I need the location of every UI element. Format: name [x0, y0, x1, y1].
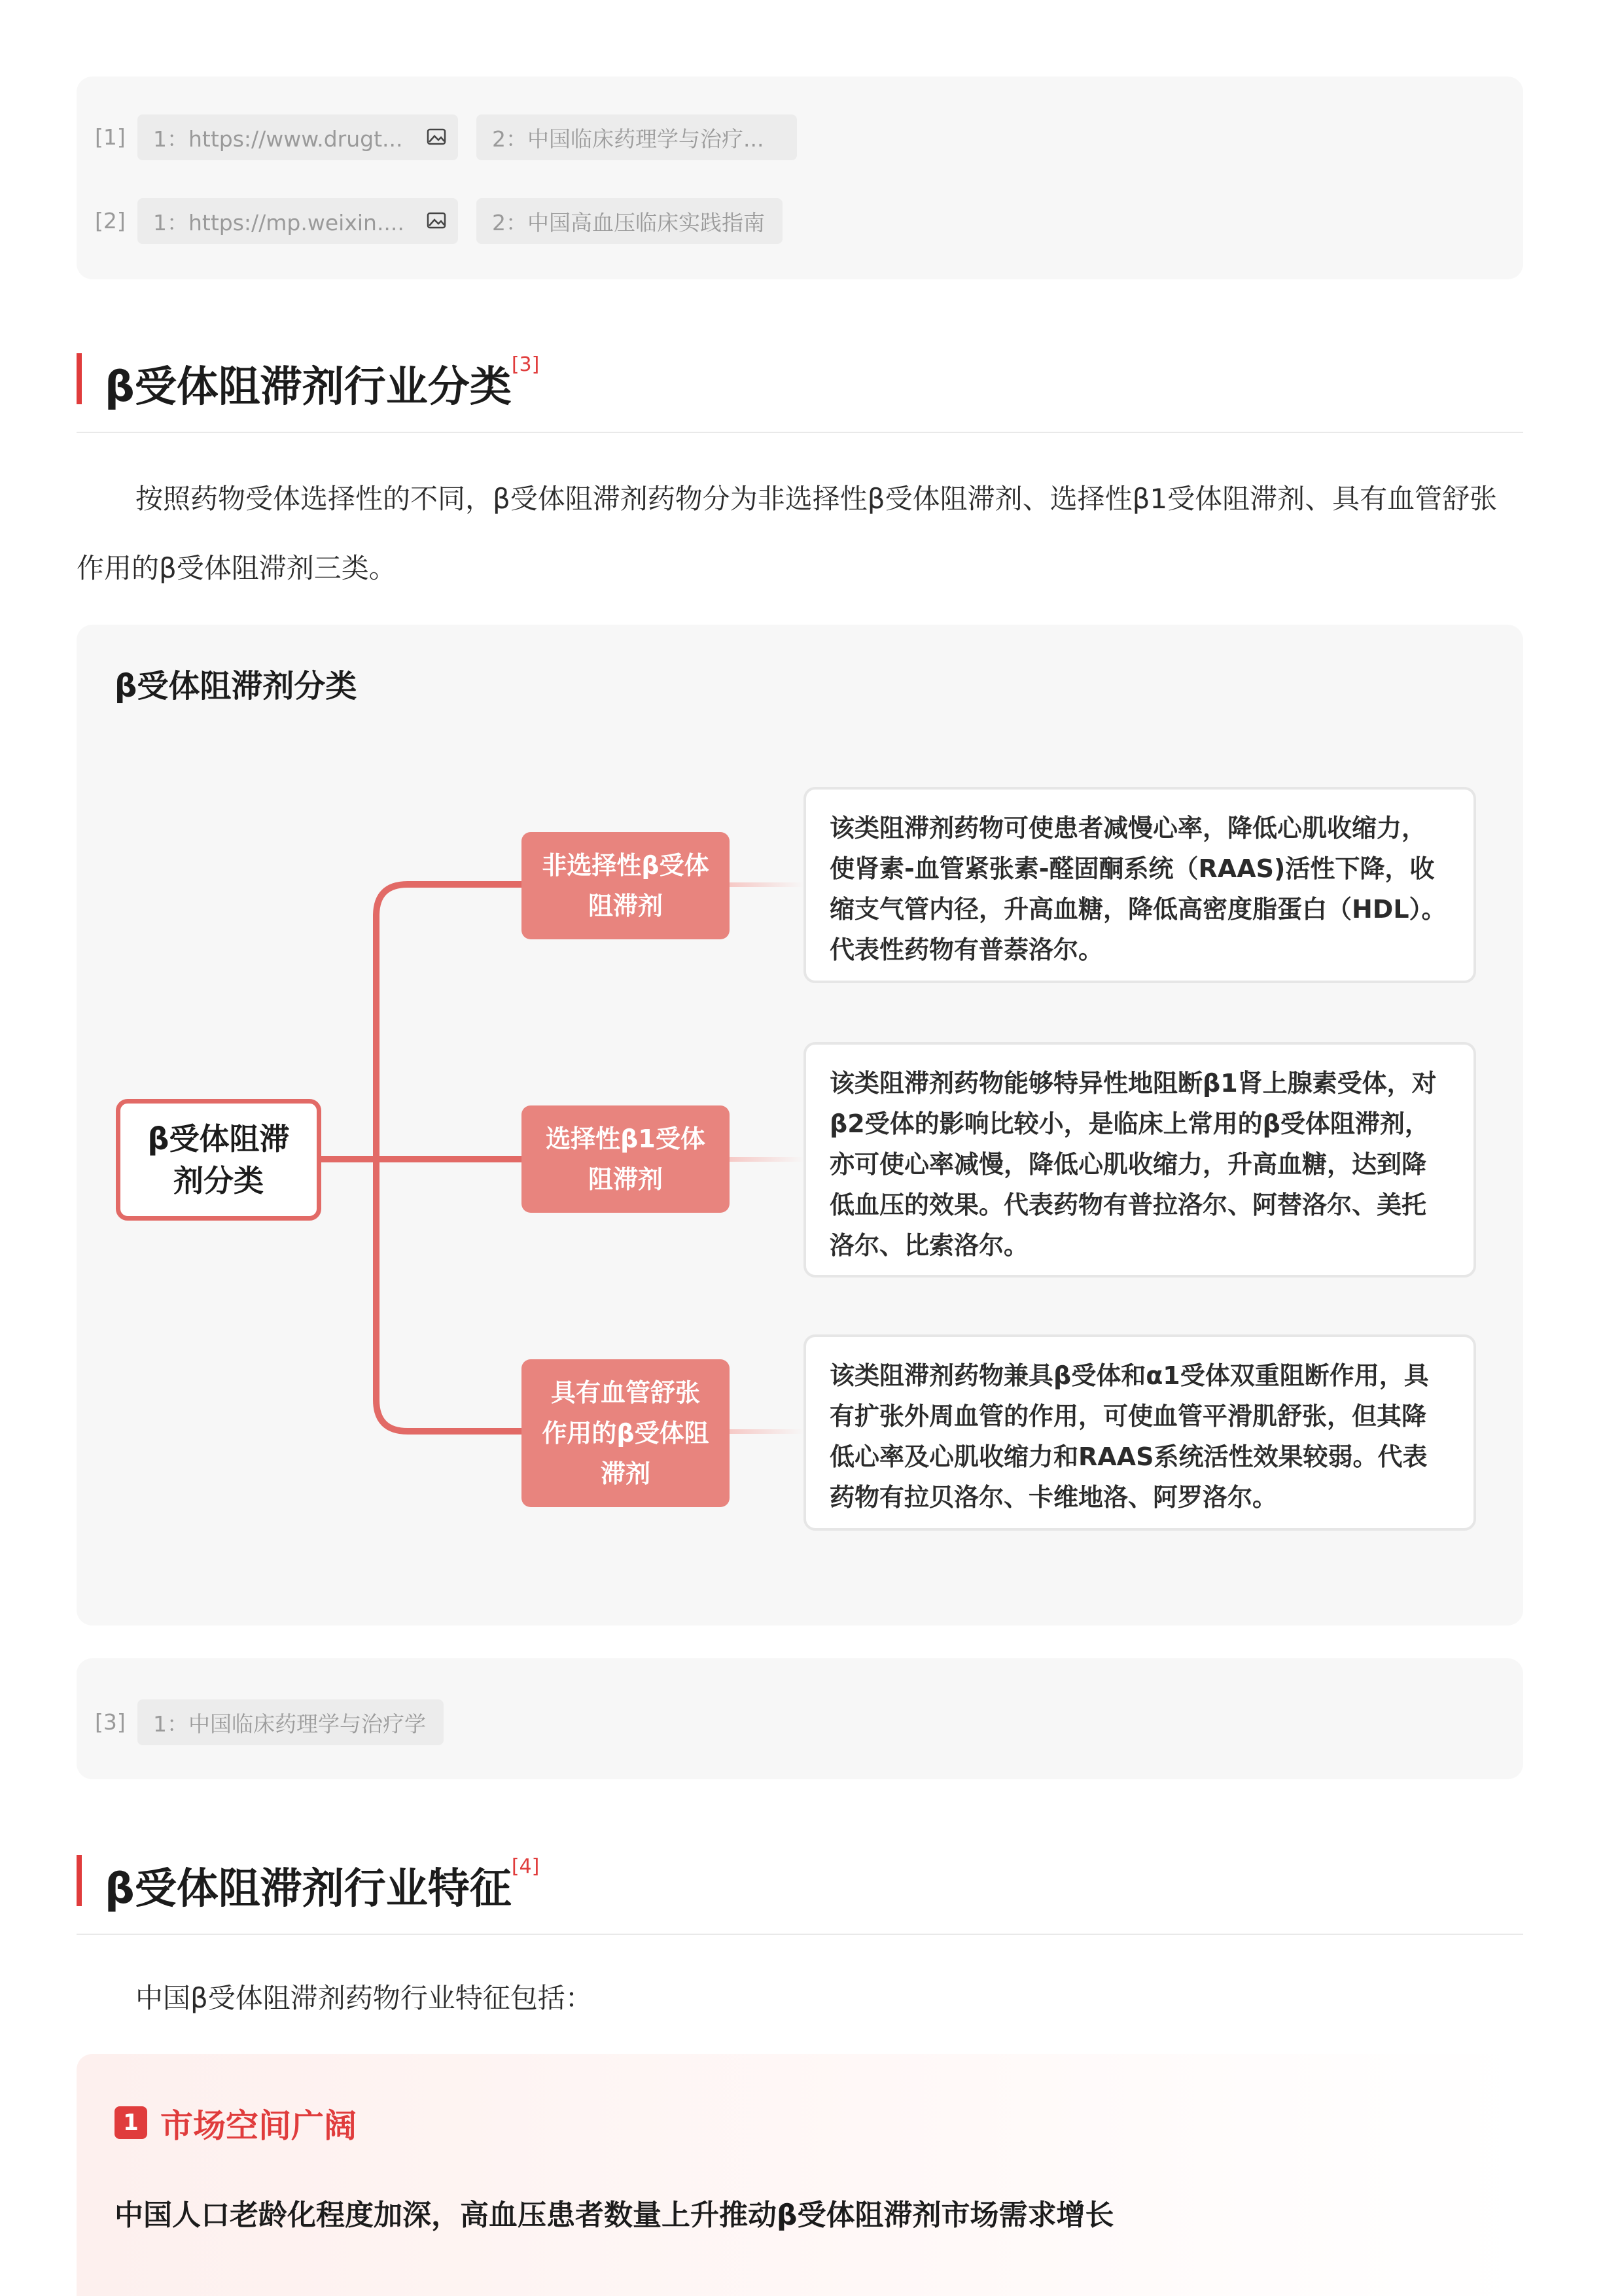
connector-trunk: [376, 884, 521, 1431]
reference-link-label: 2：中国高血压临床实践指南: [492, 209, 765, 235]
connector-tail-3: [730, 1429, 803, 1434]
branch-node-label: 非选择性β受体阻滞剂: [542, 851, 709, 920]
section-ref-mark[interactable]: [4]: [511, 1855, 540, 1878]
feature-panel: [77, 2054, 1523, 2296]
section-paragraph: 中国β受体阻滞剂药物行业特征包括：: [135, 1982, 593, 2014]
section-paragraph: 按照药物受体选择性的不同，β受体阻滞剂药物分为非选择性β受体阻滞剂、选择性β1受体阻滞剂、具有血管舒张作用的β受体阻滞剂三类。: [77, 483, 1498, 584]
branch-description-text: 该类阻滞剂药物兼具β受体和α1受体双重阻断作用，具有扩张外周血管的作用，可使血管平滑肌舒张，但其降低心率及心肌收缩力和RAAS系统活性效果较弱。代表药物有拉贝洛尔、卡维地洛、阿罗洛尔。: [830, 1361, 1429, 1512]
branch-description-selective: [803, 1042, 1476, 1278]
branch-description-text: 该类阻滞剂药物可使患者减慢心率，降低心肌收缩力，使肾素-血管紧张素-醛固酮系统（RAAS)活性下降，收缩支气管内径，升高血糖，降低高密度脂蛋白（HDL）。代表性药物有普萘洛尔。: [830, 814, 1447, 964]
root-node-label: β受体阻滞剂分类: [147, 1121, 290, 1198]
branch-node-label: 具有血管舒张作用的β受体阻滞剂: [542, 1378, 709, 1488]
section-accent-bar: [77, 1855, 82, 1906]
reference-link-chip[interactable]: [137, 1699, 444, 1745]
reference-link-label: 1：中国临床药理学与治疗学: [153, 1711, 426, 1737]
reference-link-label: 1：https://mp.weixin....: [153, 209, 404, 235]
feature-title: 市场空间广阔: [160, 2107, 357, 2145]
feature-number-badge: 1: [115, 2106, 147, 2139]
feature-lead: 中国人口老龄化程度加深，高血压患者数量上升推动β受体阻滞剂市场需求增长: [115, 2199, 1114, 2232]
reference-index: [3]: [95, 1709, 126, 1735]
section-ref-mark[interactable]: [3]: [511, 353, 540, 376]
reference-link-label: 1：https://www.drugt...: [153, 126, 403, 152]
mindmap-root-node: [116, 1099, 321, 1221]
reference-index: [2]: [95, 208, 126, 234]
section-title-text: β受体阻滞剂行业分类: [105, 363, 512, 411]
card-title: β受体阻滞剂分类: [115, 668, 357, 704]
branch-description-text: 该类阻滞剂药物能够特异性地阻断β1肾上腺素受体，对β2受体的影响比较小，是临床上常用的β受体阻滞剂，亦可使心率减慢，降低心肌收缩力，升高血糖，达到降低血压的效果。代表药物有普拉洛尔、阿替洛尔、美托洛尔、比索洛尔。: [830, 1069, 1437, 1260]
section-title: [105, 1855, 539, 1915]
branch-node-vasodilating: [521, 1359, 730, 1507]
reference-link-label: 2：中国临床药理学与治疗...: [492, 126, 764, 152]
branch-description-vasodilating: [803, 1334, 1476, 1531]
branch-node-selective: [521, 1105, 730, 1213]
connector-tail-2: [730, 1157, 803, 1162]
section-divider: [77, 1934, 1523, 1935]
branch-node-label: 选择性β1受体阻滞剂: [546, 1124, 705, 1194]
connector-tail-1: [730, 882, 803, 887]
reference-index: [1]: [95, 124, 126, 150]
branch-description-nonselective: [803, 787, 1476, 983]
branch-node-nonselective: [521, 832, 730, 939]
section-title-text: β受体阻滞剂行业特征: [105, 1865, 512, 1913]
